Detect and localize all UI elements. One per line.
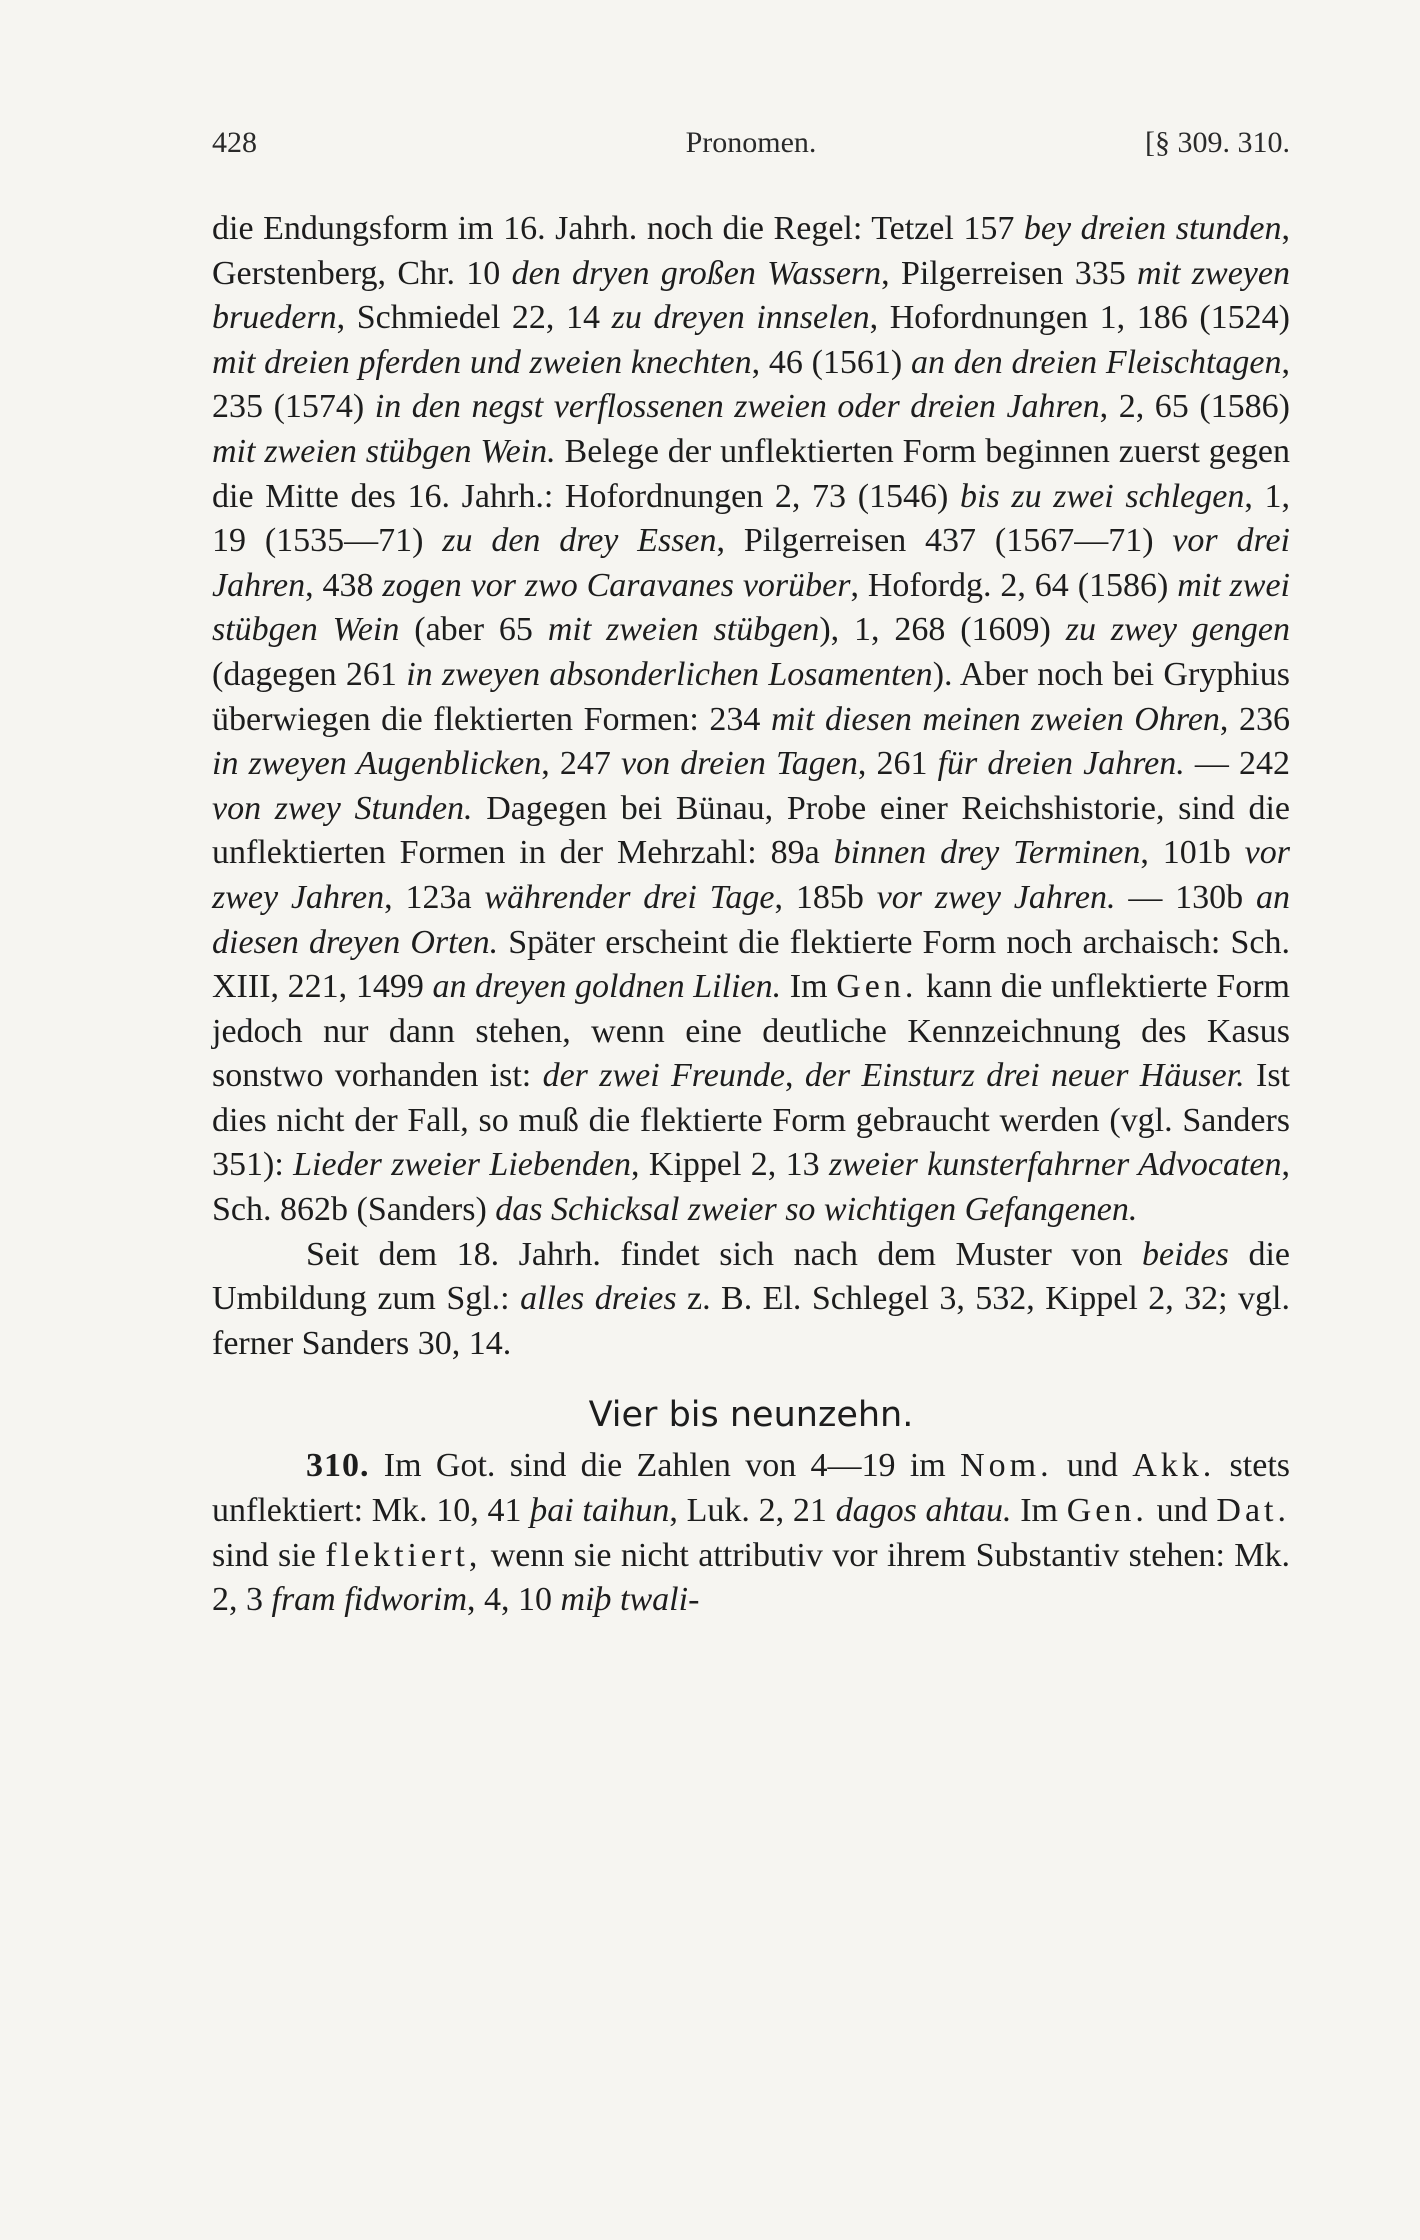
example-phrase: das Schicksal zweier so wichtigen Gefangenen. (495, 1191, 1138, 1229)
text-segment: Im (781, 968, 837, 1006)
example-phrase: mit zweien stübgen (547, 611, 820, 649)
text-segment: , Luk. 2, 21 (669, 1492, 836, 1530)
text-segment: , 4, 10 (467, 1581, 561, 1619)
text-segment: die Endungsform im 16. Jahrh. noch die Regel: Tetzel 157 (212, 210, 1024, 247)
section-heading: Vier bis neunzehn. (588, 1395, 914, 1436)
text-segment: , 261 (857, 745, 938, 783)
text-segment: , Gerstenberg, Chr. 10 (212, 210, 1290, 292)
text-segment: , 123a (384, 878, 485, 916)
text-segment: , Hofordnungen 1, 186 (1524) (869, 299, 1290, 337)
text-segment: — 130b (1115, 878, 1256, 916)
page-header (212, 126, 1290, 166)
text-segment: Dagegen bei Bünau, Probe einer Reichshistorie, sind die unflektierten Formen in der Mehrzahl: 89a (212, 789, 1290, 872)
spaced-term: Gen. (1066, 1492, 1148, 1530)
text-segment: (dagegen 261 (212, 655, 407, 693)
example-phrase: zu den drey Essen (442, 522, 717, 560)
text-segment: , Pilgerreisen 335 (881, 254, 1138, 292)
body-text (212, 207, 1290, 1623)
example-phrase: Lieder zweier Liebenden (293, 1146, 632, 1184)
text-segment: z. B. El. Schlegel 3, 532, Kippel 2, 32; vgl. ferner Sanders 30, 14. (212, 1280, 1291, 1362)
example-phrase: zogen vor zwo Caravanes vorüber (382, 566, 851, 604)
example-phrase: miþ twali- (560, 1581, 700, 1619)
text-segment: , 236 (1219, 700, 1291, 738)
text-segment: kann die unflektierte Form jedoch nur dann stehen, wenn eine deutliche Kennzeichnung des Kasus sonstwo vorhanden ist: (212, 968, 1290, 1095)
example-phrase: beides (1142, 1235, 1229, 1273)
example-phrase: der zwei Freunde (542, 1057, 785, 1095)
example-phrase: von dreien Tagen (621, 745, 858, 783)
example-phrase: an den dreien Fleischtagen (910, 343, 1282, 381)
example-phrase: dagos ahtau. (835, 1492, 1012, 1530)
spaced-term: Dat. (1216, 1492, 1290, 1530)
paragraph-309-continued (212, 207, 1290, 1233)
text-segment: wenn sie nicht attributiv vor ihrem Substantiv stehen: Mk. 2, 3 (212, 1536, 1290, 1619)
text-segment: , 235 (1574) (212, 343, 1290, 426)
text-segment: , 247 (541, 745, 622, 783)
text-segment: , Kippel 2, 13 (631, 1146, 830, 1184)
text-segment: stets unflektiert: Mk. 10, 41 (212, 1447, 1291, 1530)
paragraph-310 (212, 1444, 1290, 1622)
example-phrase: den dryen großen Wassern (511, 254, 882, 292)
text-segment: Belege der unflektierten Form beginnen zuerst gegen die Mitte des 16. Jahrh.: Hofordnungen 2, 73 (1546) (212, 432, 1290, 515)
page-number: 428 (212, 126, 257, 159)
running-title: Pronomen. (685, 126, 817, 159)
text-segment: Im Got. sind die Zahlen von 4—19 im (369, 1447, 961, 1485)
example-phrase: für dreien Jahren. (937, 745, 1185, 783)
text-segment: , 185b (774, 878, 877, 916)
spaced-term: flektiert, (325, 1536, 482, 1574)
section-number: 310. (306, 1447, 370, 1485)
text-segment: , 101b (1140, 834, 1245, 872)
example-phrase: mit dreien pferden und zweien knechten (212, 343, 752, 381)
example-phrase: mit diesen meinen zweien Ohren (770, 700, 1220, 738)
example-phrase: bey dreien stunden (1023, 210, 1282, 247)
example-phrase: binnen drey Terminen (833, 834, 1141, 872)
text-segment: , (784, 1057, 805, 1095)
text-segment: — 242 (1184, 745, 1291, 783)
text-segment: Später erscheint die flektierte Form noch archaisch: Sch. XIII, 221, 1499 (212, 923, 1290, 1006)
example-phrase: an diesen dreyen Orten. (212, 878, 1290, 961)
text-segment: und (1147, 1492, 1217, 1530)
example-phrase: mit zweyen bruedern (212, 254, 1290, 337)
example-phrase: vor zwey Jahren (212, 834, 1290, 916)
text-segment: die Umbildung zum Sgl.: (212, 1235, 1290, 1318)
example-phrase: bis zu zwei schlegen (960, 477, 1245, 515)
text-segment: und (1052, 1447, 1133, 1485)
text-segment: , Sch. 862b (Sanders) (212, 1146, 1291, 1229)
text-segment: , Schmiedel 22, 14 (336, 299, 612, 337)
example-phrase: in zweyen Augenblicken (212, 745, 542, 783)
text-segment: Seit dem 18. Jahrh. findet sich nach dem Muster von (306, 1235, 1142, 1273)
section-reference: [§ 309. 310. (1145, 126, 1290, 159)
example-phrase: fram fidworim (271, 1581, 468, 1619)
text-segment: , Hofordg. 2, 64 (1586) (850, 566, 1178, 604)
example-phrase: der Einsturz drei neuer Häuser. (804, 1057, 1245, 1095)
example-phrase: mit zweien stübgen Wein. (212, 432, 556, 470)
example-phrase: alles dreies (520, 1280, 677, 1318)
text-segment: Im (1011, 1492, 1067, 1530)
text-segment: (aber 65 (399, 611, 548, 649)
paragraph-singular-form (212, 1233, 1290, 1367)
example-phrase: þai taihun (530, 1492, 670, 1530)
example-phrase: zu zwey gengen (1065, 611, 1290, 649)
example-phrase: an dreyen goldnen Lilien. (432, 968, 782, 1006)
text-segment: , 438 (305, 566, 383, 604)
text-segment: ). Aber noch bei Gryphius überwiegen die flektierten Formen: 234 (212, 655, 1290, 738)
text-segment: , 2, 65 (1586) (1099, 388, 1290, 426)
spaced-term: Nom. (960, 1447, 1053, 1485)
example-phrase: zu dreyen innselen (611, 299, 870, 337)
text-segment: sind sie (212, 1536, 326, 1574)
example-phrase: in den negst verflossenen zweien oder dreien Jahren (374, 388, 1100, 426)
text-segment: , Pilgerreisen 437 (1567—71) (716, 522, 1173, 560)
example-phrase: zweier kunsterfahrner Advocaten (829, 1146, 1282, 1184)
text-segment: ), 1, 268 (1609) (819, 611, 1066, 649)
example-phrase: währender drei Tage (484, 878, 775, 916)
spaced-term: Gen. (836, 968, 918, 1006)
text-segment: , 46 (1561) (751, 343, 911, 381)
example-phrase: vor drei Jahren (212, 522, 1290, 604)
example-phrase: mit zwei stübgen Wein (212, 566, 1290, 649)
spaced-term: Akk. (1132, 1447, 1216, 1485)
text-segment: , 1, 19 (1535—71) (212, 477, 1291, 560)
example-phrase: in zweyen absonderlichen Losamenten (406, 655, 933, 693)
text-segment: Ist dies nicht der Fall, so muß die flektierte Form gebraucht werden (vgl. Sanders 351): (212, 1057, 1291, 1184)
example-phrase: von zwey Stunden. (212, 789, 473, 827)
example-phrase: vor zwey Jahren. (876, 878, 1116, 916)
